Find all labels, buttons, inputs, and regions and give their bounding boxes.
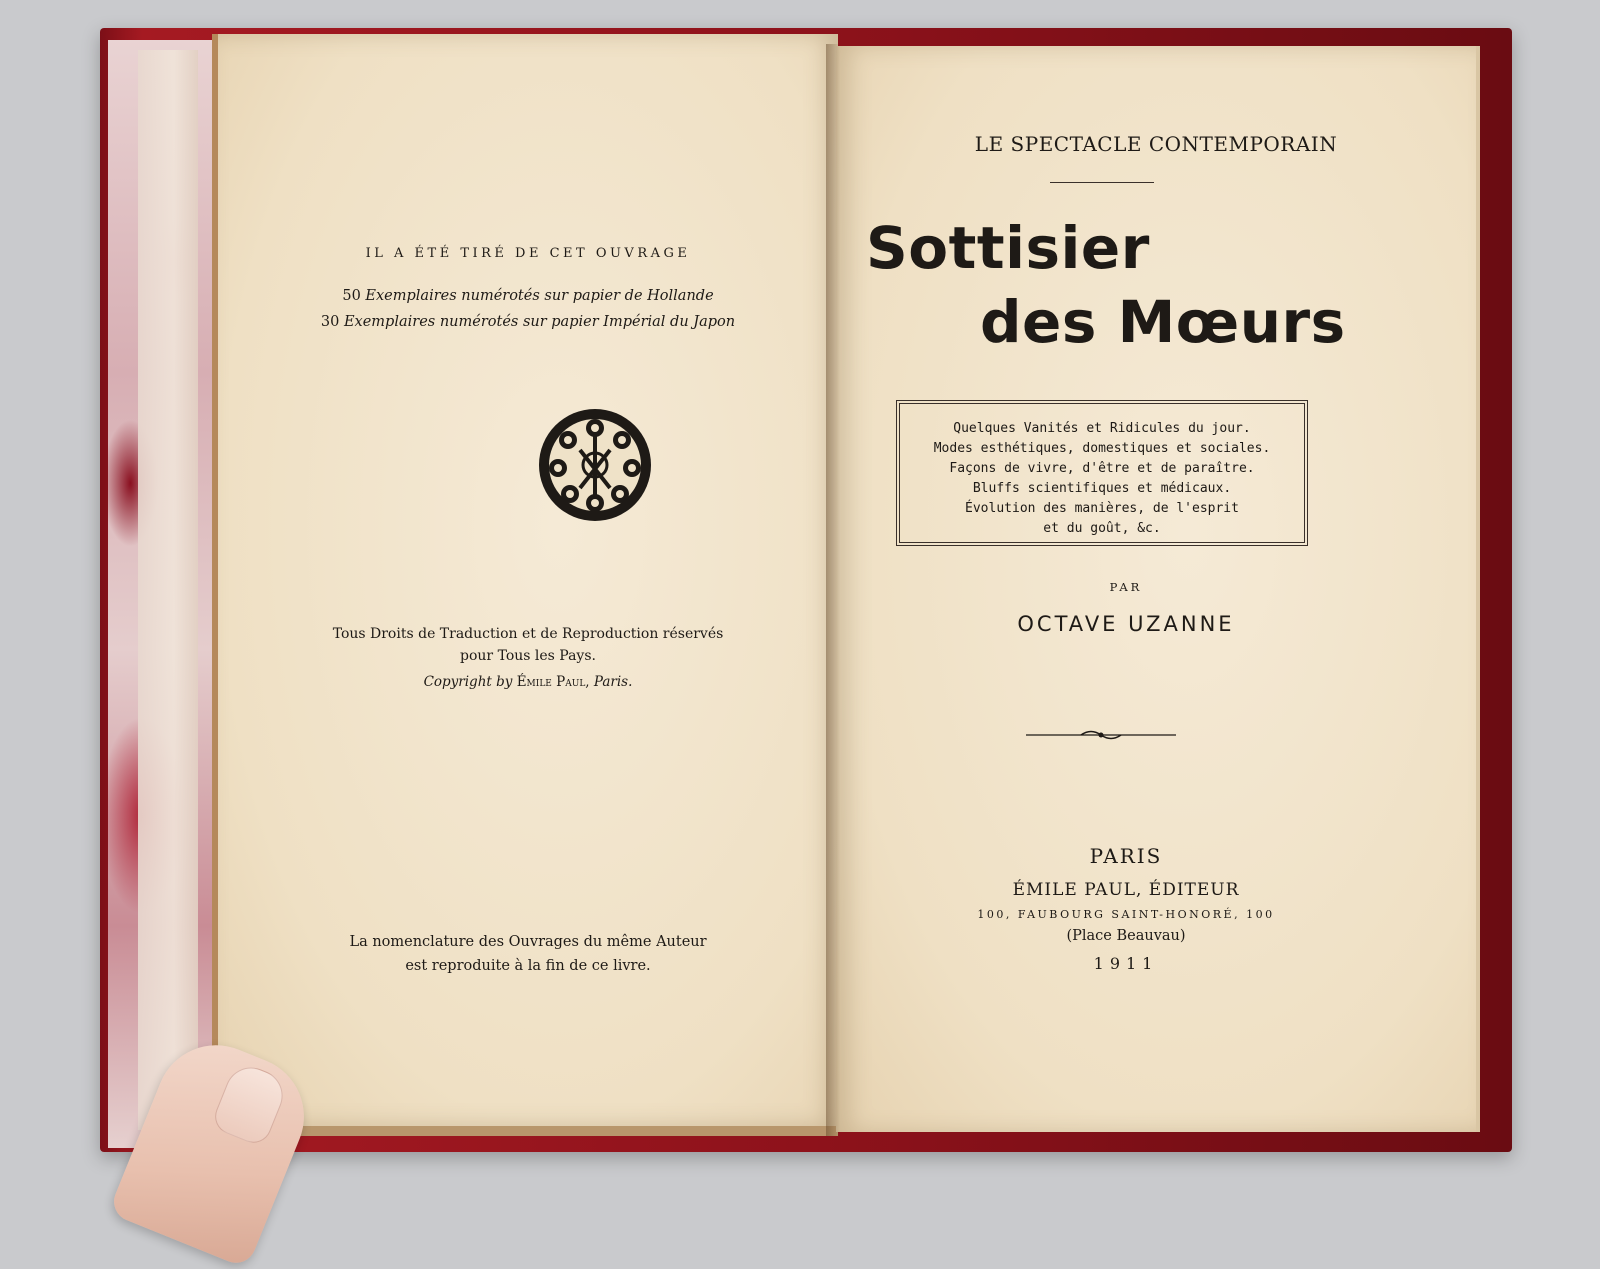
publisher-address: 100, FAUBOURG SAINT-HONORÉ, 100	[977, 908, 1275, 921]
edition-count-1: 50	[342, 288, 361, 304]
rights-line-2: pour Tous les Pays.	[460, 648, 596, 664]
edition-line-1	[218, 288, 838, 304]
subtitle-box	[896, 400, 1308, 546]
fingernail	[210, 1060, 291, 1148]
copyright-prefix: Copyright by	[423, 674, 513, 690]
ornament-rule-icon	[1026, 728, 1176, 742]
subtitle-line: et du goût, &c.	[1043, 521, 1161, 536]
subtitle-line: Façons de vivre, d'être et de paraître.	[949, 461, 1255, 476]
copyright-city: Paris.	[593, 674, 633, 690]
edition-text-1: Exemplaires numérotés sur papier de Hollande	[365, 288, 714, 304]
series-title: LE SPECTACLE CONTEMPORAIN	[974, 132, 1338, 156]
publisher-place: (Place Beauvau)	[1066, 928, 1186, 944]
rights-line-1: Tous Droits de Traduction et de Reproduction réservés	[332, 626, 724, 642]
left-page	[212, 34, 838, 1136]
edition-line-2	[218, 314, 838, 330]
publication-city: PARIS	[1089, 844, 1163, 868]
publication-year: 1911	[1093, 954, 1159, 973]
nomenclature-line-2: est reproduite à la fin de ce livre.	[405, 958, 651, 974]
edition-count-2: 30	[320, 314, 340, 330]
subtitle-line: Évolution des manières, de l'esprit	[965, 501, 1239, 516]
book-title-line-2: des Mœurs	[980, 288, 1346, 356]
subtitle-line: Bluffs scientifiques et médicaux.	[972, 481, 1232, 496]
publisher-emblem-icon	[536, 406, 654, 524]
subtitle-line: Modes esthétiques, domestiques et sociales.	[933, 441, 1271, 456]
copyright-line	[218, 674, 838, 690]
author-name: OCTAVE UZANNE	[1017, 612, 1235, 636]
spine-gutter	[826, 44, 840, 1136]
publisher-name: ÉMILE PAUL, ÉDITEUR	[1012, 880, 1240, 900]
series-rule	[1050, 182, 1154, 183]
limited-edition-heading: IL A ÉTÉ TIRÉ DE CET OUVRAGE	[365, 246, 691, 261]
by-label: PAR	[1109, 580, 1143, 594]
nomenclature-line-1: La nomenclature des Ouvrages du même Auteur	[349, 934, 707, 950]
edition-text-2: Exemplaires numérotés sur papier Impérial du Japon	[343, 314, 736, 330]
title-page	[836, 46, 1480, 1132]
flyleaf	[138, 50, 198, 1130]
subtitle-line: Quelques Vanités et Ridicules du jour.	[953, 421, 1251, 436]
copyright-publisher: Émile Paul,	[516, 674, 590, 690]
book-title-line-1: Sottisier	[866, 214, 1150, 282]
